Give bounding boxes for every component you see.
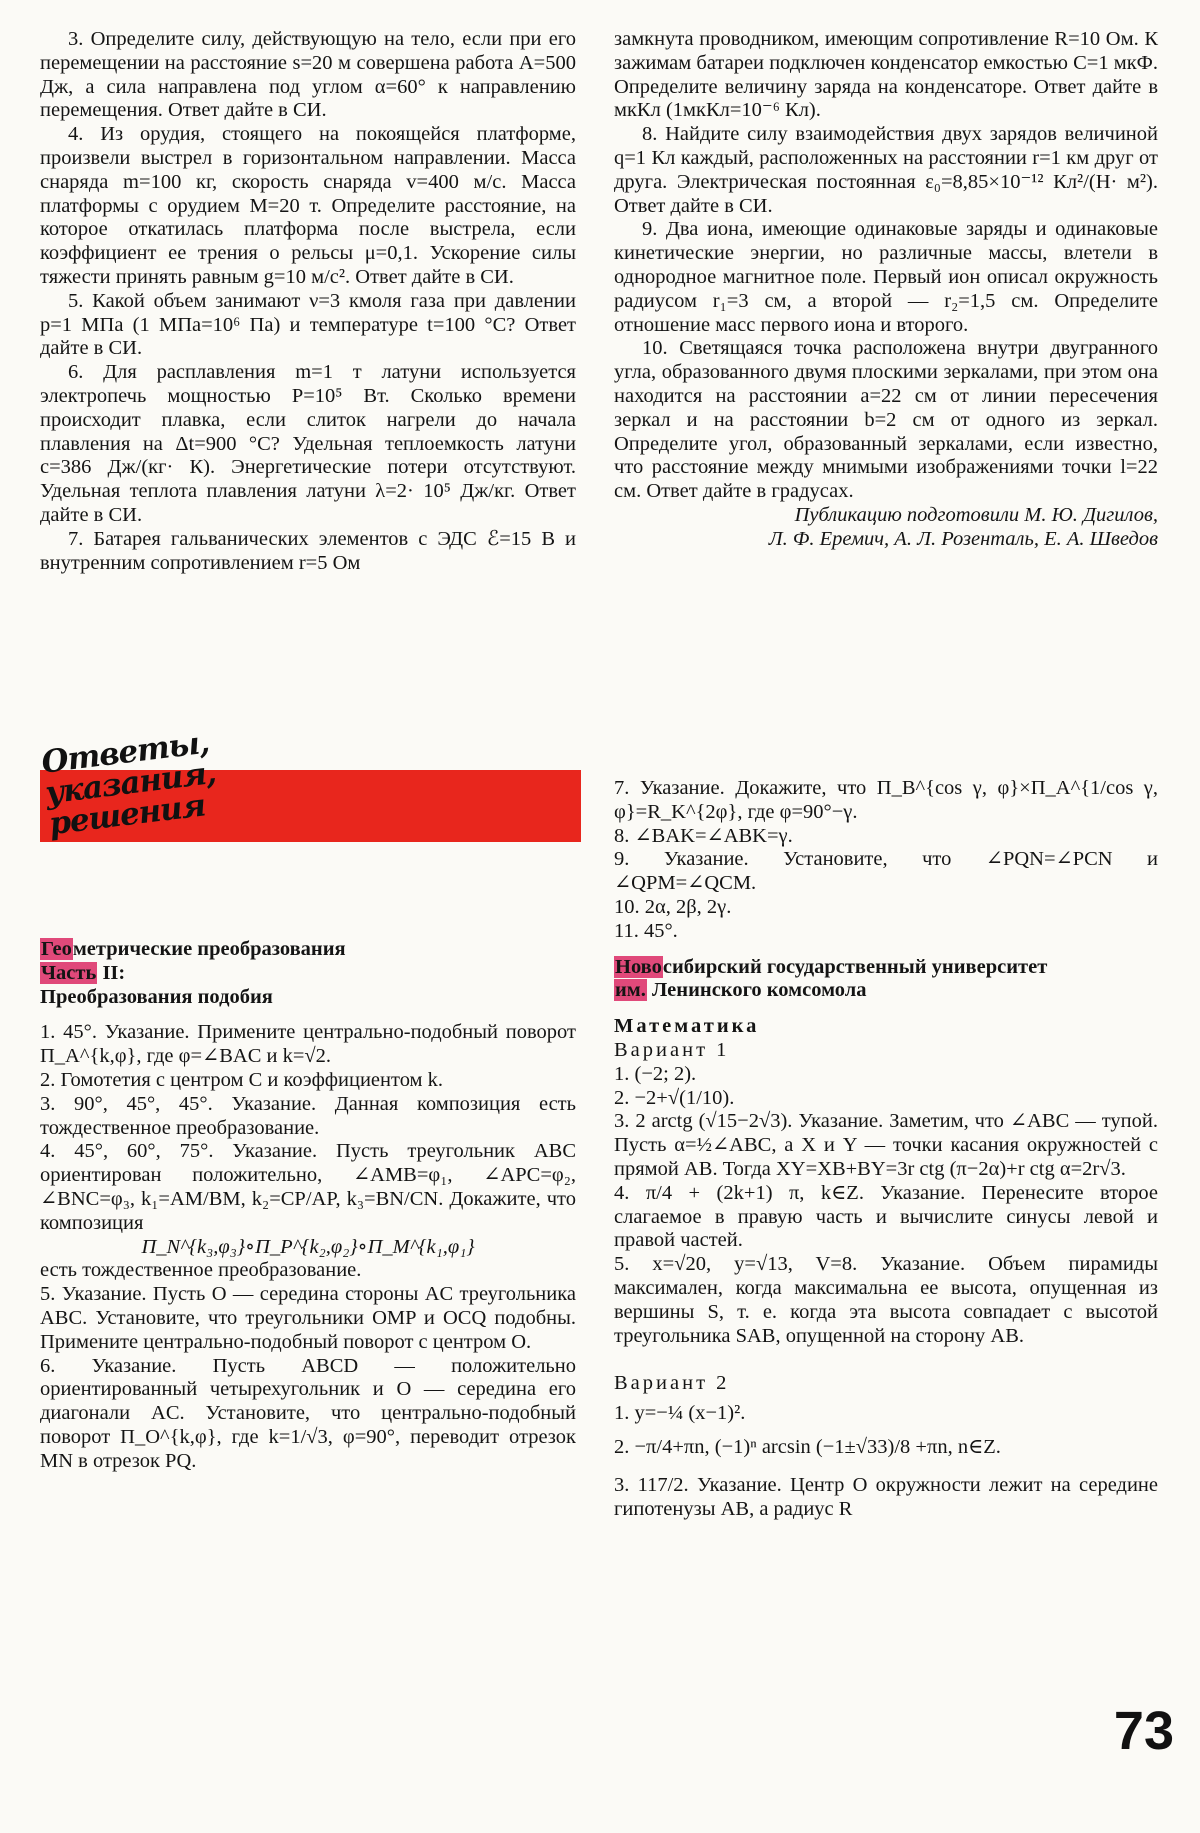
answer-6: 6. Указание. Пусть ABCD — положительно ориентированный четырехугольник и O — середина его диагонали AC. Установите, что центрально-подобный поворот Π_O^{k,φ}, где k=1/√3, φ=90°, переводит отрезок MN в отрезок PQ. bbox=[40, 1354, 576, 1472]
problem-6: 6. Для расплавления m=1 т латуни используется электропечь мощностью P=10⁵ Вт. Сколько времени происходит плавка, если слиток нагрели до начала плавления на Δt=900 °С? Удельная теплоемкость латуни c=386 Дж/(кг· К). Энергетические потери отсутствуют. Удельная теплота плавления латуни λ=2· 10⁵ Дж/кг. Ответ дайте в СИ. bbox=[40, 361, 576, 526]
problem-8: 8. Найдите силу взаимодействия двух зарядов величиной q=1 Кл каждый, расположенных на расстоянии r=1 км друг от друга. Электрическая постоянная ε₀=8,85×10⁻¹² Кл²/(Н· м²). Ответ дайте в СИ. bbox=[614, 123, 1158, 217]
bottom-left-column bbox=[40, 938, 576, 1474]
variant-2-heading: Вариант 2 bbox=[614, 1372, 730, 1395]
answer-5: 5. Указание. Пусть O — середина стороны AC треугольника ABC. Установите, что треугольники OMP и OCQ подобны. Примените центрально-подобный поворот с центром O. bbox=[40, 1283, 576, 1353]
credits-line-2: Л. Ф. Еремич, А. Л. Розенталь, Е. А. Шведов bbox=[768, 527, 1158, 550]
answer-3: 3. 90°, 45°, 45°. Указание. Данная композиция есть тождественное преобразование. bbox=[40, 1092, 576, 1139]
problem-9: 9. Два иона, имеющие одинаковые заряды и одинаковые кинетические энергии, но различные массы, влетели в однородное магнитное поле. Первый ион описал окружность радиусом r₁=3 см, а второй — r₂=1,5 см. Определите отношение масс первого иона и второго. bbox=[614, 218, 1158, 336]
section-title bbox=[40, 938, 576, 962]
university-title-line-2-rest: Ленинского комсомола bbox=[646, 979, 867, 1002]
top-right-column bbox=[614, 28, 1158, 552]
problem-7-continued: замкнута проводником, имеющим сопротивление R=10 Ом. К зажимам батареи подключен конденсатор емкостью C=1 мкФ. Определите величину заряда на конденсаторе. Ответ дайте в мкКл (1мкКл=10⁻⁶ Кл). bbox=[614, 28, 1158, 122]
university-title-line-2-highlight: им. bbox=[615, 979, 646, 1002]
answer-10: 10. 2α, 2β, 2γ. bbox=[614, 895, 732, 918]
answer-4: 4. 45°, 60°, 75°. Указание. Пусть треугольник ABC ориентирован положительно, ∠AMB=φ₁, ∠APC=φ₂, ∠BNC=φ₃, k₁=AM/BM, k₂=CP/AP, k₃=BN/CN. Докажите, что композиция bbox=[40, 1140, 576, 1234]
answer-1: 1. 45°. Указание. Примените центрально-подобный поворот Π_A^{k,φ}, где φ=∠BAC и k=√2. bbox=[40, 1021, 576, 1068]
section-part bbox=[40, 962, 576, 986]
problem-3: 3. Определите силу, действующую на тело, если при его перемещении на расстояние s=20 м совершена работа A=500 Дж, а сила направлена под углом α=60° к направлению перемещения. Ответ дайте в СИ. bbox=[40, 28, 576, 122]
section-subtitle: Преобразования подобия bbox=[40, 985, 273, 1008]
answer-7: 7. Указание. Докажите, что Π_B^{cos γ, φ}×Π_A^{1/cos γ, φ}=R_K^{2φ}, где φ=90°−γ. bbox=[614, 777, 1158, 823]
university-title-line-2 bbox=[614, 979, 1158, 1003]
section-part-highlight: Часть bbox=[41, 961, 97, 984]
university-title-rest: сибирский государственный университет bbox=[662, 955, 1048, 978]
answers-banner-title: Ответы, указания, решения bbox=[39, 724, 218, 843]
problem-4: 4. Из орудия, стоящего на покоящейся платформе, произвели выстрел в горизонтальном направлении. Масса снаряда m=100 кг, скорость снаряда v=400 м/с. Масса платформы с орудием M=20 т. Определите расстояние, на которое откатилась платформа после выстрела, если коэффициент ее трения о рельсы μ=0,1. Ускорение силы тяжести принять равным g=10 м/c². Ответ дайте в СИ. bbox=[40, 123, 576, 288]
v1-answer-5: 5. x=√20, y=√13, V=8. Указание. Объем пирамиды максимален, когда максимальна ее высота, опущенная из вершины S, т. е. когда эта высота совпадает с высотой треугольника SAB, опущенной на сторону AB. bbox=[614, 1253, 1158, 1347]
variant-1-heading: Вариант 1 bbox=[614, 1038, 730, 1061]
bottom-right-column bbox=[614, 777, 1158, 1521]
problem-7: 7. Батарея гальванических элементов с ЭДС ℰ=15 В и внутренним сопротивлением r=5 Ом bbox=[40, 527, 576, 574]
section-title-highlight: Гео bbox=[41, 938, 72, 960]
answer-4-end: есть тождественное преобразование. bbox=[40, 1259, 362, 1282]
v1-answer-2: 2. −2+√(1/10). bbox=[614, 1086, 735, 1109]
v1-answer-4: 4. π/4 + (2k+1) π, k∈Z. Указание. Перенесите второе слагаемое в правую часть и вычислите синусы левой и правой частей. bbox=[614, 1181, 1158, 1252]
v1-answer-3: 3. 2 arctg (√15−2√3). Указание. Заметим, что ∠ABC — тупой. Пусть α=½∠ABC, а X и Y — точки касания окружностей с прямой AB. Тогда XY=XB+BY=3r ctg (π−2α)+r ctg α=2r√3. bbox=[614, 1110, 1158, 1180]
v2-answer-3: 3. 117/2. Указание. Центр O окружности лежит на середине гипотенузы AB, а радиус R bbox=[614, 1473, 1158, 1520]
v2-answer-1: 1. y=−¼ (x−1)². bbox=[614, 1402, 746, 1425]
top-left-column bbox=[40, 28, 576, 575]
v2-answer-2: 2. −π/4+πn, (−1)ⁿ arcsin (−1±√33)/8 +πn, n∈Z. bbox=[614, 1435, 1001, 1458]
problem-5: 5. Какой объем занимают ν=3 кмоля газа при давлении p=1 МПа (1 МПа=10⁶ Па) и температуре t=100 °С? Ответ дайте в СИ. bbox=[40, 289, 576, 360]
credits-line-1: Публикацию подготовили М. Ю. Дигилов, bbox=[794, 503, 1158, 526]
answer-11: 11. 45°. bbox=[614, 919, 678, 942]
page-number: 73 bbox=[1113, 1701, 1174, 1761]
answer-4-formula: Π_N^{k₃,φ₃}∘Π_P^{k₂,φ₂}∘Π_M^{k₁,φ₁} bbox=[141, 1235, 475, 1258]
university-title bbox=[614, 956, 1158, 980]
university-title-highlight: Ново bbox=[615, 955, 662, 978]
answer-9: 9. Указание. Установите, что ∠PQN=∠PCN и ∠QPM=∠QCM. bbox=[614, 848, 1158, 895]
section-title-rest: метрические преобразования bbox=[72, 938, 346, 960]
v1-answer-1: 1. (−2; 2). bbox=[614, 1062, 697, 1085]
problem-10: 10. Светящаяся точка расположена внутри двугранного угла, образованного двумя плоскими зеркалами, при этом она находится на расстоянии a=22 см от линии пересечения зеркал и на расстоянии b=2 см от одного из зеркал. Определите угол, образованный зеркалами, если известно, что расстояние между мнимыми изображениями точки l=22 см. Ответ дайте в градусах. bbox=[614, 337, 1158, 503]
answer-8: 8. ∠BAK=∠ABK=γ. bbox=[614, 824, 793, 847]
subject-heading: Математика bbox=[614, 1015, 760, 1038]
answer-2: 2. Гомотетия с центром C и коэффициентом k. bbox=[40, 1068, 444, 1091]
section-part-rest: II: bbox=[97, 961, 126, 984]
